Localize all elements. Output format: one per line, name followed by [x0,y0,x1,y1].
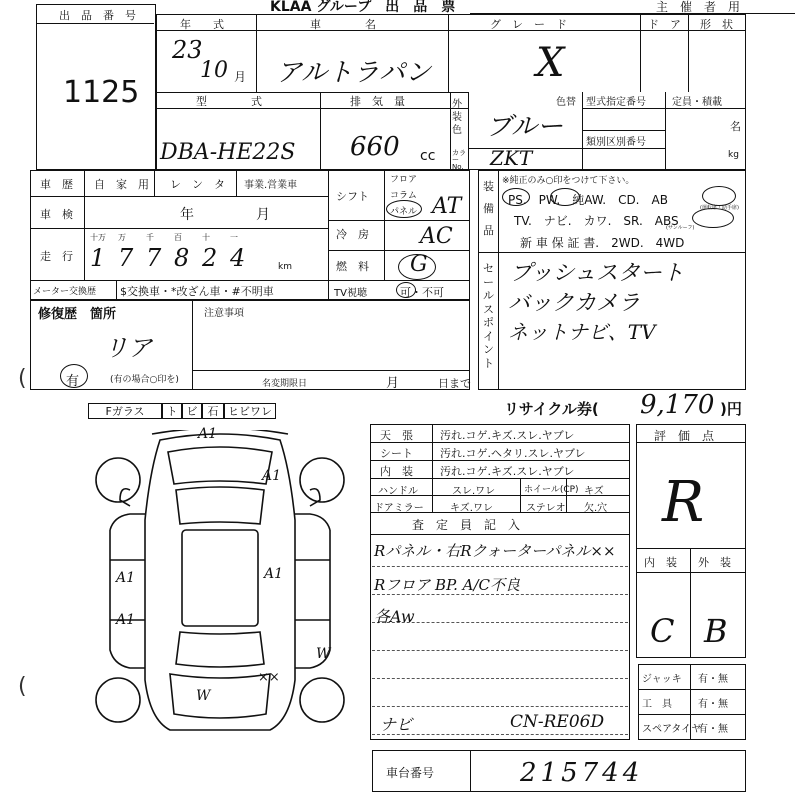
rating-exterior-label: 外 装 [698,556,731,569]
interior-row-label: シート [380,447,413,460]
glass-option: 石 [202,403,224,419]
sales-point-line-2: バックカメラ [508,291,641,316]
mileage-digit-value: 1 [90,244,106,272]
history-option-business: 事業.営業車 [244,180,298,191]
body-type-label: 形 状 [700,18,733,31]
wheel-options: キズ [584,486,604,497]
inspector-rule [372,650,628,651]
diagram-mark-right-front: A1 [262,468,282,484]
fuel-circle [398,254,436,280]
inspector-rule [372,566,628,567]
vehicle-name-value: アルトラパン [276,58,431,88]
equipment-row-2: TV. ナビ. カワ. SR. ABS [514,214,679,228]
type-designation-label: 型式指定番号 [586,97,646,108]
equipment-label: 装備品 [483,180,494,237]
year-label: 年 式 [180,18,224,31]
rating-interior-value: C [650,612,675,650]
name-label: 車 名 [310,18,376,31]
handle-options: スレ.ワレ [452,486,496,497]
color-change-label: 色替 [556,97,576,108]
interior-row-options: 汚れ.コゲ.キズ.スレ.ヤブレ [440,429,575,442]
mirror-label: ドアミラー [374,503,424,514]
mileage-digit-label: 十万 [90,233,106,242]
tv-viewing-label: TV視聴 [334,288,367,299]
ac-label: 冷 房 [336,228,369,241]
glass-option: ビ [182,403,202,419]
grade-label: グ レ ー ド [490,18,567,31]
inspection-label: 車 検 [40,208,73,221]
month-unit: 月 [234,70,247,84]
margin-bracket-top: ( [18,366,27,391]
tool-label: スペアタイヤ [642,724,702,735]
rating-label: 評 価 点 [654,429,715,443]
notes-label: 注意事項 [204,308,244,319]
shift-option-column: コラム [390,191,417,201]
stereo-options: 欠.穴 [584,503,608,514]
document-title: KLAA グループ 出 品 票 [270,0,456,15]
sales-point-line-3: ネットナビ、TV [508,320,656,344]
model-value: DBA-HE22S [160,140,296,165]
grade-value: X [536,40,565,86]
pw-circle [550,188,580,206]
tv-viewing-options: 可・不可 [400,286,444,299]
interior-row-options: 汚れ.コゲ.ヘタリ.スレ.ヤブレ [440,447,586,460]
capacity-label: 定員・積載 [672,97,722,108]
ab-circle [702,186,736,206]
repair-value: リア [104,334,152,362]
mileage-digit-label: 十 [202,233,210,242]
lot-number-label: 出 品 番 号 [59,9,136,22]
inspector-rule [372,706,628,707]
interior-row-label: 天 張 [380,429,413,442]
capacity-unit-kg: kg [728,150,739,160]
tool-label: 工 具 [642,699,672,710]
meter-exchange-label: メーター交換歴 [33,287,97,297]
capacity-unit-people: 名 [730,120,741,133]
diagram-mark-right-door: A1 [264,566,284,582]
inspection-year-unit: 年 [180,207,194,223]
handle-label: ハンドル [378,486,418,497]
sales-point-label: セールスポイント [483,262,494,370]
inspector-line-1: Rパネル・右Rクォーターパネル×× [374,542,616,560]
tool-value: 有・無 [698,674,728,685]
equipment-row-3: 新 車 保 証 書. 2WD. 4WD [520,236,685,250]
repair-has-circle [60,364,88,388]
interior-row-label: 内 装 [380,465,413,478]
inspector-line-3: 各Aw [374,607,415,626]
displacement-label: 排 気 量 [350,95,405,108]
navi-value: CN-RE06D [510,712,605,732]
shift-label: シフト [336,190,369,203]
diagram-mark-rear-w: W [196,688,211,704]
equipment-sr-sub: (サンルーフ) [666,225,695,231]
rating-exterior-value: B [704,612,728,650]
glass-option: ト [162,403,182,419]
rating-overall: R [662,470,705,535]
tool-value: 有・無 [698,724,728,735]
history-option-private: 自 家 用 [94,178,149,191]
fuel-value: G [410,252,428,277]
mileage-digit-value: 8 [174,244,190,272]
diagram-mark-front-roof: A1 [198,426,218,442]
repair-label: 修復歴 箇所 [38,307,117,322]
equipment-note: ※純正のみ○印をつけて下さい。 [502,176,635,186]
diagram-mark-side-w: W [316,646,331,662]
equipment-row-1: PS. PW. 純AW. CD. AB [508,193,668,207]
year-value: 23 [172,36,203,64]
diagram-mark-left-door-2: A1 [116,612,136,628]
mirror-options: キズ.ワレ [450,503,493,514]
ps-circle [502,188,530,206]
lot-number-box [36,4,156,170]
color-no-value: ZKT [490,146,533,170]
repair-has-note: (有の場合○印を) [110,375,179,385]
lot-number-value: 1125 [63,75,140,110]
color-no-label: カラーNo. [452,149,466,171]
recycle-label: リサイクル券( [504,400,599,418]
inspection-month-unit: 月 [256,207,270,223]
mileage-digit-value: 2 [202,244,218,272]
rating-interior-label: 内 装 [644,556,677,569]
fuel-label: 燃 料 [336,260,369,273]
recycle-unit: )円 [720,400,742,418]
interior-row-options: 汚れ.コゲ.キズ.スレ.ヤブレ [440,465,575,478]
mileage-digit-value: 4 [230,244,246,272]
exterior-color-label: 外装色 [452,99,462,136]
shift-option-floor: フロア [390,175,418,185]
margin-bracket-bottom: ( [18,674,27,699]
tool-value: 有・無 [698,699,728,710]
inspector-label: 査 定 員 記 入 [412,518,521,532]
mileage-digit-label: 百 [174,233,182,242]
mileage-digit-value: 7 [118,244,134,272]
ac-value: AC [420,224,453,249]
history-option-rental: レ ン タ [170,178,225,191]
color-value: ブルー [486,112,563,142]
mileage-digit-value: 7 [146,244,162,272]
chassis-label: 車台番号 [386,766,435,780]
tool-label: ジャッキ [642,674,682,685]
diagram-mark-left-door-1: A1 [116,570,136,586]
diagram-mark-rear-xx: ×× [258,670,280,685]
glass-option: Fガラス [88,403,162,419]
inspector-rule [372,678,628,679]
meter-exchange-options: $交換車・*改ざん車・#不明車 [120,285,274,298]
displacement-value: 660 [350,132,400,162]
tv-circle [396,282,416,298]
doors-label: ド ア [648,18,681,31]
glass-option: ヒビワレ [224,403,276,419]
mileage-unit: km [278,262,292,272]
abs-circle [692,208,734,228]
shift-value: AT [432,194,462,219]
chassis-value: 215744 [520,758,644,788]
mileage-digit-label: 万 [118,233,126,242]
navi-label: ナビ [380,715,413,734]
equipment-ab-sub: (運転席・助手席) [700,205,739,211]
organizer-label: 主 催 者 用 [656,0,741,14]
name-change-month: 月 [386,376,400,391]
displacement-unit: cc [420,148,436,164]
name-change-label: 名変期限日 [262,379,308,389]
shift-option-panel: パネル [390,207,418,217]
inspector-line-2: Rフロア BP. A/C不良 [374,576,521,594]
repair-has-label: 有 [66,374,80,389]
panel-circle [386,200,422,218]
month-value: 10 [200,58,228,83]
model-label: 型 式 [196,95,262,108]
category-label: 類別区別番号 [586,137,646,148]
name-change-day: 日まで [438,377,471,390]
wheel-label: ホイール(CP) [524,485,579,495]
history-label: 車 歴 [40,178,73,191]
mileage-label: 走 行 [40,250,73,263]
mileage-digit-label: 千 [146,233,154,242]
recycle-value: 9,170 [640,390,715,420]
stereo-label: ステレオ [526,503,566,514]
mileage-digit-label: 一 [230,233,238,242]
sales-point-line-1: プッシュスタート [510,261,685,286]
